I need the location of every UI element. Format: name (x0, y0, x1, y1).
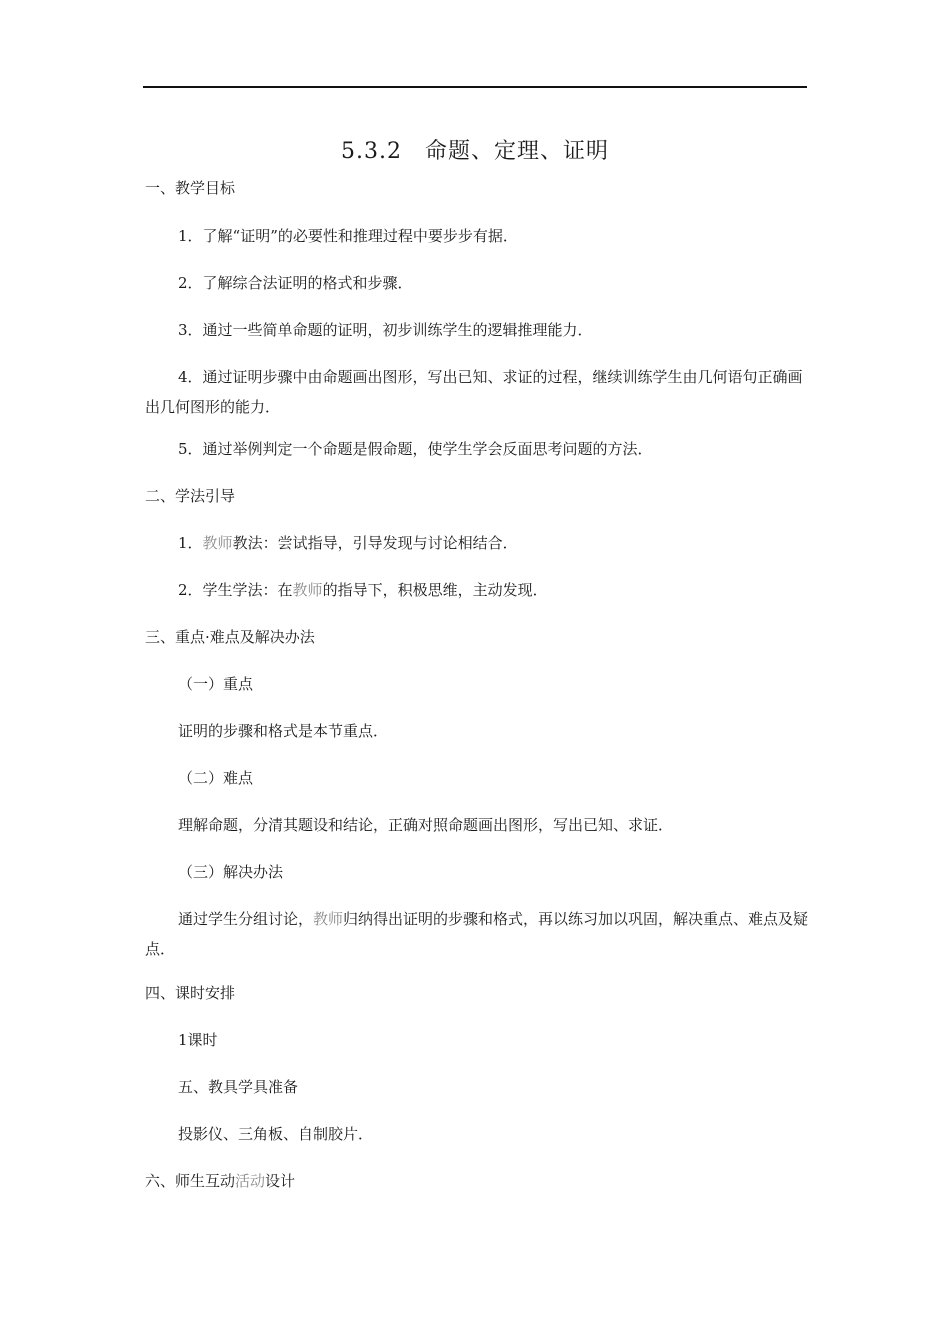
goal-item-1: 1．了解“证明”的必要性和推理过程中要步步有据． (178, 227, 518, 245)
subheading-difficulty: （二）难点 (178, 769, 254, 787)
subheading-solution: （三）解决办法 (178, 863, 284, 881)
method-item-1-prefix: 1． (178, 534, 203, 552)
activity-heading-rest: 设计 (265, 1172, 296, 1190)
goal-item-3: 3．通过一些简单命题的证明，初步训练学生的逻辑推理能力． (178, 321, 593, 339)
goal-item-2: 2．了解综合法证明的格式和步骤． (178, 274, 413, 292)
tools-text: 投影仪、三角板、自制胶片． (178, 1125, 374, 1143)
activity-heading-prefix: 六、师生互动 (145, 1172, 236, 1190)
method-item-2 (178, 579, 548, 601)
page-title: 5.3.2 命题、定理、证明 (341, 139, 609, 164)
method-item-1 (178, 532, 518, 554)
header-rule (143, 86, 807, 88)
solution-text-rest: 归纳得出证明的步骤和格式，再以练习加以巩固，解决重点、难点及疑点． (145, 910, 809, 958)
activity-link-text: 活动 (235, 1172, 266, 1190)
section-heading-methods: 二、学法引导 (145, 487, 236, 505)
section-heading-goals: 一、教学目标 (145, 179, 236, 197)
method-item-1-rest: 教法：尝试指导，引导发现与讨论相结合． (232, 534, 518, 552)
method-item-2-rest: 的指导下，积极思维，主动发现． (322, 581, 548, 599)
focus-text: 证明的步骤和格式是本节重点． (178, 722, 389, 740)
goal-item-4: 4．通过证明步骤中由命题画出图形，写出已知、求证的过程，继续训练学生由几何语句正确画出几何图形的能力． (145, 368, 803, 416)
subheading-focus: （一）重点 (178, 675, 254, 693)
schedule-text: 1课时 (178, 1031, 218, 1049)
section-heading-tools: 五、教具学具准备 (178, 1078, 299, 1096)
goal-item-5: 5．通过举例判定一个命题是假命题，使学生学会反面思考问题的方法． (178, 440, 653, 458)
difficulty-text: 理解命题，分清其题设和结论，正确对照命题画出图形，写出已知、求证． (178, 816, 674, 834)
method-item-2-prefix: 2．学生学法：在 (178, 581, 293, 599)
solution-text-prefix: 通过学生分组讨论， (178, 910, 314, 928)
section-heading-activity (145, 1170, 295, 1192)
teacher-link-text: 教师 (292, 581, 323, 599)
solution-text (145, 904, 809, 964)
section-heading-keypoints: 三、重点·难点及解决办法 (145, 628, 315, 646)
teacher-link-text: 教师 (313, 910, 344, 928)
section-heading-schedule: 四、课时安排 (145, 984, 236, 1002)
teacher-link-text: 教师 (202, 534, 233, 552)
